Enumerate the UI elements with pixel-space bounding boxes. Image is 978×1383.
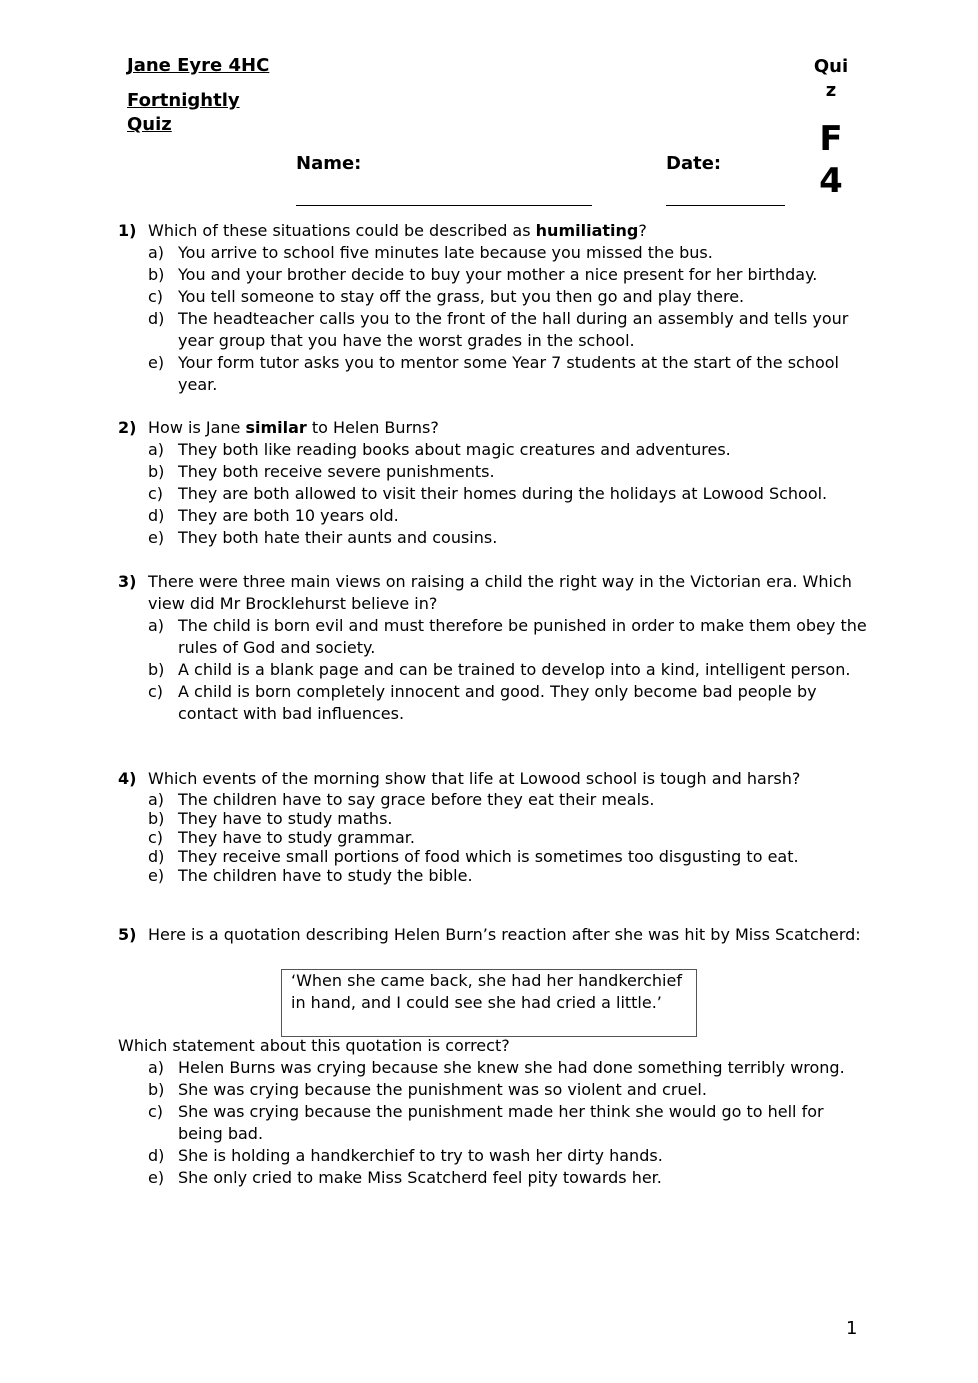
- option-a[interactable]: a) You arrive to school five minutes late because you missed the bus.: [148, 243, 713, 262]
- quiz-id: [806, 118, 856, 202]
- question-text: Here is a quotation describing Helen Burn’s reaction after she was hit by Miss Scatcherd:: [148, 925, 861, 944]
- option-a[interactable]: a) The children have to say grace before they eat their meals.: [148, 790, 655, 809]
- option-a[interactable]: a) Helen Burns was crying because she knew she had done something terribly wrong.: [148, 1058, 845, 1077]
- option-b[interactable]: b) You and your brother decide to buy your mother a nice present for her birthday.: [148, 265, 818, 284]
- question-5-followup: [118, 1035, 868, 1189]
- name-label: Name:: [296, 153, 362, 174]
- option-d[interactable]: d) She is holding a handkerchief to try to wash her dirty hands.: [148, 1146, 663, 1165]
- option-b[interactable]: b) A child is a blank page and can be trained to develop into a kind, intelligent person.: [148, 660, 851, 679]
- question-text: Which of these situations could be described as humiliating?: [148, 221, 647, 240]
- quiz-label-line-2: z: [825, 80, 837, 101]
- question-2: [118, 417, 868, 549]
- worksheet-subtitle: [127, 89, 240, 137]
- page-number: 1: [846, 1318, 858, 1339]
- quiz-label-line-1: Qui: [813, 56, 849, 77]
- question-number: 4): [118, 769, 137, 788]
- option-c[interactable]: c) She was crying because the punishment made her think she would go to hell for being bad.: [148, 1102, 824, 1143]
- question-1: [118, 220, 868, 396]
- name-field[interactable]: [296, 205, 592, 206]
- quotation-box: ‘When she came back, she had her handkerchief in hand, and I could see she had cried a little.’: [281, 969, 697, 1037]
- option-e[interactable]: e) Your form tutor asks you to mentor some Year 7 students at the start of the school year.: [148, 353, 839, 394]
- option-e[interactable]: e) The children have to study the bible.: [148, 866, 473, 885]
- option-d[interactable]: d) They receive small portions of food which is sometimes too disgusting to eat.: [148, 847, 799, 866]
- question-number: 2): [118, 418, 137, 437]
- quiz-label: [806, 55, 856, 103]
- question-text: How is Jane similar to Helen Burns?: [148, 418, 439, 437]
- option-a[interactable]: a) They both like reading books about magic creatures and adventures.: [148, 440, 731, 459]
- subtitle-line-1: Fortnightly: [127, 90, 240, 111]
- option-a[interactable]: a) The child is born evil and must therefore be punished in order to make them obey the rules of God and society.: [148, 616, 867, 657]
- option-b[interactable]: b) They have to study maths.: [148, 809, 393, 828]
- worksheet-title: Jane Eyre 4HC: [127, 55, 270, 76]
- question-number: 1): [118, 221, 137, 240]
- option-c[interactable]: c) They have to study grammar.: [148, 828, 415, 847]
- date-field[interactable]: [666, 205, 785, 206]
- option-c[interactable]: c) A child is born completely innocent and good. They only become bad people by contact with bad influences.: [148, 682, 817, 723]
- option-d[interactable]: d) The headteacher calls you to the front of the hall during an assembly and tells your year group that you have the worst grades in the school.: [148, 309, 849, 350]
- option-e[interactable]: e) They both hate their aunts and cousins.: [148, 528, 498, 547]
- keyword: humiliating: [535, 221, 639, 240]
- question-4: [118, 768, 868, 885]
- option-c[interactable]: c) They are both allowed to visit their homes during the holidays at Lowood School.: [148, 484, 828, 503]
- option-c[interactable]: c) You tell someone to stay off the grass, but you then go and play there.: [148, 287, 745, 306]
- keyword: similar: [245, 418, 307, 437]
- quiz-id-line-1: F: [819, 119, 843, 159]
- option-d[interactable]: d) They are both 10 years old.: [148, 506, 399, 525]
- question-3: [118, 571, 868, 725]
- quiz-id-line-2: 4: [819, 161, 843, 201]
- followup-text: Which statement about this quotation is correct?: [118, 1036, 510, 1055]
- question-number: 5): [118, 925, 137, 944]
- option-b[interactable]: b) She was crying because the punishment was so violent and cruel.: [148, 1080, 707, 1099]
- date-label: Date:: [666, 153, 722, 174]
- question-text: There were three main views on raising a child the right way in the Victorian era. Which view did Mr Brocklehurst believe in?: [148, 572, 852, 613]
- question-5: [118, 924, 868, 946]
- question-text: Which events of the morning show that life at Lowood school is tough and harsh?: [148, 769, 801, 788]
- subtitle-line-2: Quiz: [127, 114, 172, 135]
- question-number: 3): [118, 572, 137, 591]
- option-e[interactable]: e) She only cried to make Miss Scatcherd feel pity towards her.: [148, 1168, 662, 1187]
- option-b[interactable]: b) They both receive severe punishments.: [148, 462, 495, 481]
